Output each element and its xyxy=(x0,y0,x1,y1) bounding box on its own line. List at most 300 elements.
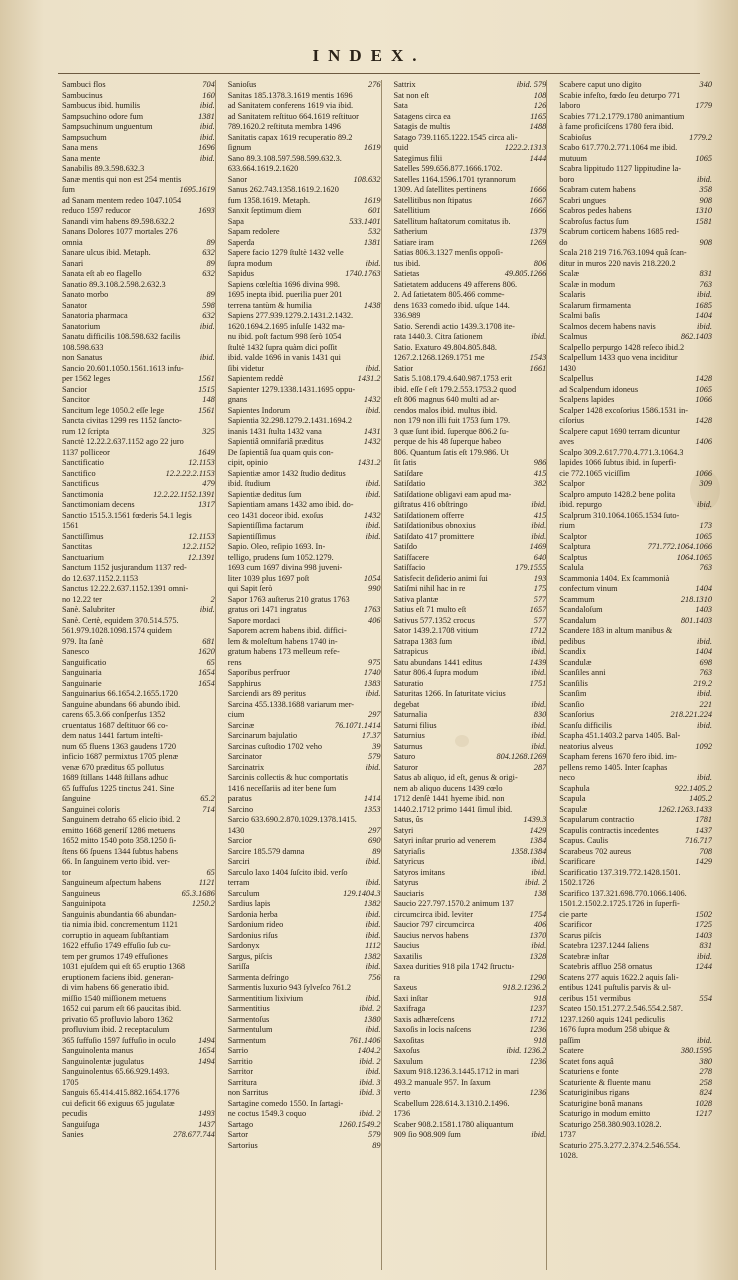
entry-term: cium xyxy=(227,710,245,719)
entry-term: Scateo 150.151.277.2.546.554.2.587. xyxy=(559,1004,684,1013)
entry-reference xyxy=(709,973,712,984)
entry-reference xyxy=(212,416,215,427)
index-entry xyxy=(394,374,547,385)
entry-reference: ibid. 2 xyxy=(359,1056,381,1066)
entry-reference: 1494 xyxy=(198,1035,215,1045)
entry-term: Sarculo laxo 1404 ſuſcito ibid. verſo xyxy=(227,867,348,877)
entry-term: Sarciri xyxy=(227,857,250,866)
index-column-2 xyxy=(228,80,382,1270)
entry-term: Sardonyx xyxy=(227,941,260,950)
entry-reference: 763 xyxy=(699,563,712,572)
entry-term: Scandulæ xyxy=(559,657,592,667)
entry-reference xyxy=(212,700,215,711)
index-entry xyxy=(394,710,547,721)
index-entry xyxy=(62,752,215,763)
entry-term: Sarritor xyxy=(227,1067,254,1076)
entry-reference xyxy=(212,752,215,763)
index-entry xyxy=(394,941,547,952)
entry-term: do 12.637.1152.2.1153 xyxy=(62,573,139,583)
index-entry xyxy=(394,500,547,511)
entry-reference xyxy=(709,112,712,123)
entry-reference: ibid. xyxy=(531,741,547,751)
entry-reference xyxy=(378,553,381,564)
entry-term: ſtens 66 ſpuens 1344 ſubtus habens xyxy=(62,846,178,856)
index-entry xyxy=(394,164,547,175)
entry-reference: 1619 xyxy=(363,195,381,205)
index-entry xyxy=(228,500,381,511)
entry-term: inficio 1687 permixtus 1705 plenæ xyxy=(62,752,179,761)
entry-term: Sarcinæ xyxy=(227,720,255,730)
entry-term: Satelles 1164.1596.1701 tyrannorum xyxy=(393,174,516,184)
entry-reference: 716.717 xyxy=(685,836,712,845)
entry-term: Satellitibus non ſtipatus xyxy=(393,195,472,205)
entry-term: 1695 inepta ibid. puerilia puer 201 xyxy=(227,290,343,299)
entry-reference: ibid. xyxy=(199,132,215,142)
entry-term: miſſio 1540 miſſionem metuens xyxy=(62,993,167,1003)
entry-reference xyxy=(709,1151,712,1162)
entry-reference xyxy=(543,1099,546,1110)
index-entry xyxy=(62,227,215,238)
index-entry xyxy=(394,196,547,207)
entry-term: Sarcior xyxy=(227,836,252,845)
entry-reference: ibid. xyxy=(365,1067,381,1076)
entry-term: Scabo 617.770.2.771.1064 me ibid. xyxy=(559,143,678,152)
index-entry xyxy=(394,269,547,280)
index-entry xyxy=(559,395,712,406)
entry-term: Scammum xyxy=(559,594,595,604)
index-entry xyxy=(62,668,215,679)
index-entry xyxy=(228,1015,381,1026)
index-entry xyxy=(559,1151,712,1162)
entry-term: Scatet fons aquâ xyxy=(559,1056,614,1066)
entry-term: Scalpens lapides xyxy=(559,395,615,404)
entry-term: Scaphula xyxy=(559,783,590,793)
entry-term: 1712 denſè 1441 hyeme ibid. non xyxy=(393,794,505,803)
entry-reference: ibid. xyxy=(697,174,712,184)
entry-term: paſſim xyxy=(559,1035,581,1045)
index-entry xyxy=(228,175,381,186)
entry-term: laboro xyxy=(559,101,581,110)
entry-term: Satisfecit deſiderio animi ſui xyxy=(393,573,488,583)
entry-term: tus ibid. xyxy=(393,258,421,268)
index-entry xyxy=(62,374,215,385)
entry-reference: ibid. 1236.2 xyxy=(506,1046,547,1055)
entry-term: Scatere xyxy=(559,1046,584,1055)
entry-term: Sardonia herba xyxy=(227,909,278,919)
entry-term: cruentatus 1687 deſtituor 66 co- xyxy=(62,720,168,730)
index-entry xyxy=(559,1025,712,1036)
entry-term: Saucio 227.797.1570.2 animum 137 xyxy=(393,899,514,908)
index-entry xyxy=(559,290,712,301)
index-entry xyxy=(228,658,381,669)
entry-term: Satyricus xyxy=(393,857,425,866)
index-entry xyxy=(228,836,381,847)
entry-reference xyxy=(212,773,215,784)
entry-reference: ibid. xyxy=(365,689,381,698)
entry-reference: 89 xyxy=(206,258,215,268)
index-entry xyxy=(228,259,381,270)
entry-reference: 49.805.1266 xyxy=(504,269,547,278)
entry-reference: 1065 xyxy=(695,153,712,163)
entry-term: 108.598.633 xyxy=(62,342,104,352)
index-entry xyxy=(394,1025,547,1036)
entry-term: Scala 218 219 716.763.1094 quâ ſcan- xyxy=(559,248,687,257)
entry-reference: 138 xyxy=(533,888,547,898)
index-entry xyxy=(62,815,215,826)
index-entry xyxy=(394,343,547,354)
entry-term: Satellitum haſtatorum comitatus ib. xyxy=(393,216,511,226)
entry-term: Satagens circa ea xyxy=(393,111,451,121)
entry-term: Sanus 262.743.1358.1619.2.1620 xyxy=(227,185,339,194)
entry-term: 1693 cum 1697 divina 998 juveni- xyxy=(227,563,343,572)
entry-reference: 708 xyxy=(699,846,712,856)
index-entry xyxy=(228,1099,381,1110)
index-entry xyxy=(559,511,712,522)
index-entry xyxy=(559,521,712,532)
entry-term: Sanè. Salubriter xyxy=(62,605,115,614)
entry-term: omnia xyxy=(62,237,83,247)
entry-term: Saporibus perfruor xyxy=(227,668,291,677)
index-entry xyxy=(559,973,712,984)
entry-term: Sanctum 1152 jusjurandum 1137 red- xyxy=(62,563,187,572)
index-entry xyxy=(559,784,712,795)
entry-reference xyxy=(543,1120,546,1131)
entry-term: paratus xyxy=(227,794,252,803)
entry-term: dem natus 1441 fartum inteſti- xyxy=(62,731,163,740)
entry-reference: 1054 xyxy=(363,573,381,583)
entry-reference: 1432 xyxy=(363,510,381,520)
index-entry xyxy=(228,962,381,973)
entry-term: 1622 effuſio 1749 effuſio ſub cu- xyxy=(62,941,171,950)
entry-term: Satagis de multis xyxy=(393,122,451,131)
entry-term: 65 ſuffuſus 1225 tinctus 241. Sine xyxy=(62,783,175,793)
index-entry xyxy=(394,920,547,931)
index-entry xyxy=(62,1130,215,1141)
entry-reference: 532 xyxy=(368,227,381,236)
index-entry xyxy=(559,437,712,448)
index-entry xyxy=(559,899,712,910)
entry-term: ra xyxy=(393,972,400,982)
index-entry xyxy=(62,584,215,595)
entry-reference xyxy=(709,1025,712,1036)
entry-term: non Sanatus xyxy=(62,353,103,362)
entry-term: Sambucinus xyxy=(62,90,103,100)
entry-reference: 406 xyxy=(533,920,547,929)
entry-term: cui deficit 66 exiguus 65 jugulatæ xyxy=(62,1098,175,1108)
entry-term: Scabrum corticem habens 1685 red- xyxy=(559,227,680,236)
entry-term: inanis 1431 ſtulta 1432 vana xyxy=(227,426,322,436)
entry-term: Sata xyxy=(393,101,408,110)
entry-reference xyxy=(212,941,215,952)
entry-term: Scabros pedes habens xyxy=(559,206,632,215)
entry-reference xyxy=(212,1025,215,1036)
entry-term: terrena tantùm & humilia xyxy=(227,300,312,310)
entry-term: Sancior xyxy=(62,384,88,394)
entry-term: ſanguine xyxy=(62,794,91,803)
entry-term: Sariſſa xyxy=(227,962,250,971)
index-entry xyxy=(62,595,215,606)
entry-reference: 258 xyxy=(699,1077,712,1087)
index-entry xyxy=(394,332,547,343)
entry-term: Scapulæ xyxy=(559,804,588,814)
entry-term: Sapphirus xyxy=(227,678,261,688)
entry-term: Scanſorius xyxy=(559,710,595,719)
entry-term: Sanare ulcus ibid. Metaph. xyxy=(62,248,151,257)
index-entry xyxy=(228,637,381,648)
entry-term: Sat non eſt xyxy=(393,90,429,100)
index-entry xyxy=(62,658,215,669)
index-entry xyxy=(228,311,381,322)
entry-reference: 918.2.1236.2 xyxy=(502,983,547,992)
index-entry xyxy=(228,458,381,469)
entry-reference xyxy=(543,437,546,448)
entry-reference: 1310 xyxy=(695,206,712,215)
index-entry xyxy=(559,931,712,942)
entry-term: non 179 non illi fuit 1753 ſum 179. xyxy=(393,416,511,425)
index-entry xyxy=(394,448,547,459)
index-entry xyxy=(559,815,712,826)
entry-reference xyxy=(378,133,381,144)
index-entry xyxy=(228,920,381,931)
entry-reference: ibid. xyxy=(697,773,712,782)
index-entry xyxy=(228,994,381,1005)
entry-reference xyxy=(212,721,215,732)
index-entry xyxy=(394,605,547,616)
entry-reference: 918 xyxy=(533,1035,547,1045)
index-entry xyxy=(62,259,215,270)
entry-term: Sartago xyxy=(227,1119,254,1129)
entry-term: degebat xyxy=(393,699,420,709)
entry-term: pecudis xyxy=(62,1109,88,1118)
entry-term: circumcirca ibid. leviter xyxy=(393,909,473,919)
entry-reference xyxy=(709,448,712,459)
entry-term: Scandere 183 in altum manibus & xyxy=(559,626,673,635)
entry-term: Saxis adhæreſcens xyxy=(393,1014,455,1024)
entry-reference xyxy=(709,143,712,154)
entry-term: Sanesco xyxy=(62,647,90,656)
entry-term: Scatebris affluo 258 ornatus xyxy=(559,962,653,971)
entry-reference: ibid. xyxy=(531,867,547,877)
entry-term: Satus ab aliquo, id eſt, genus & origi- xyxy=(393,773,518,782)
entry-term: 1652 cui parum eſt 66 paucitas ibid. xyxy=(62,1004,182,1013)
entry-reference: 179.1555 xyxy=(515,563,547,572)
index-entry xyxy=(228,80,381,91)
entry-term: Sambucus ibid. humilis xyxy=(62,101,141,110)
entry-reference: 1404 xyxy=(695,584,712,593)
entry-term: Saxulum xyxy=(393,1056,424,1066)
index-entry xyxy=(394,952,547,963)
entry-term: gratum habens 173 melleum refe- xyxy=(227,647,340,656)
entry-reference xyxy=(212,1099,215,1110)
entry-term: Sativus 577.1352 crocus xyxy=(393,615,475,625)
entry-term: rata 1440.3. Citra ſationem xyxy=(393,332,483,341)
entry-reference: ibid. xyxy=(365,405,381,415)
entry-term: Sano 89.3.108.597.598.599.632.3. xyxy=(227,153,342,163)
entry-reference xyxy=(543,290,546,301)
entry-reference: ibid. xyxy=(531,857,547,866)
entry-term: rium xyxy=(559,521,575,530)
entry-reference xyxy=(543,490,546,501)
index-entry xyxy=(62,427,215,438)
index-entry xyxy=(559,458,712,469)
entry-term: Scalula xyxy=(559,563,584,572)
index-entry xyxy=(228,395,381,406)
index-entry xyxy=(62,836,215,847)
entry-term: Satago 739.1165.1222.1545 circa ali- xyxy=(393,132,518,142)
entry-reference xyxy=(378,154,381,165)
index-entry xyxy=(228,385,381,396)
index-entry xyxy=(228,490,381,501)
entry-term: Saperda xyxy=(227,237,255,247)
entry-reference: 1696 xyxy=(198,143,215,152)
entry-term: eruptionem faciens ibid. generan- xyxy=(62,972,174,982)
entry-term: Sampsuchino odore fum xyxy=(62,111,144,121)
index-entry xyxy=(228,931,381,942)
entry-term: confectum vinum xyxy=(559,584,618,593)
entry-term: corruptio in aqueam ſubſtantiam xyxy=(62,930,169,940)
index-entry xyxy=(559,196,712,207)
entry-term: Satiſdare xyxy=(393,468,423,478)
entry-term: Satiſfacere xyxy=(393,552,429,562)
entry-reference xyxy=(378,322,381,333)
entry-reference: 276 xyxy=(368,80,381,89)
entry-reference: 1290 xyxy=(529,972,547,982)
entry-reference: 862.1403 xyxy=(680,332,712,341)
entry-reference xyxy=(212,563,215,574)
index-entry xyxy=(559,847,712,858)
entry-term: Satu abundans 1441 editus xyxy=(393,657,483,667)
index-entry xyxy=(559,626,712,637)
index-entry xyxy=(559,647,712,658)
index-entry xyxy=(62,332,215,343)
entry-reference xyxy=(212,983,215,994)
entry-reference: 632 xyxy=(202,269,215,278)
entry-term: terram xyxy=(227,878,250,887)
entry-term: Saxoſitas xyxy=(393,1035,424,1045)
entry-term: Scatebræ inſtar xyxy=(559,951,610,961)
entry-reference xyxy=(212,1067,215,1078)
entry-term: cie parte xyxy=(559,909,588,919)
index-entry xyxy=(559,143,712,154)
index-entry xyxy=(394,1004,547,1015)
index-entry xyxy=(559,1088,712,1099)
index-entry xyxy=(559,532,712,543)
index-entry xyxy=(228,1036,381,1047)
entry-term: Sanguinem detraho 65 elicio ibid. 2 xyxy=(62,815,181,824)
index-entry xyxy=(62,700,215,711)
index-entry xyxy=(228,563,381,574)
entry-reference: 1428 xyxy=(695,374,712,383)
entry-reference: 1317 xyxy=(198,500,215,509)
index-entry xyxy=(62,301,215,312)
index-entry xyxy=(228,983,381,994)
entry-reference: ibid. xyxy=(531,668,547,677)
entry-reference xyxy=(212,962,215,973)
index-entry xyxy=(559,1130,712,1141)
entry-reference: 1543 xyxy=(529,353,547,362)
index-entry xyxy=(62,532,215,543)
entry-term: Sarcinator xyxy=(227,752,262,761)
entry-term: Saucior 797 circumcirca xyxy=(393,920,475,929)
entry-reference: 771.772.1064.1066 xyxy=(647,542,712,551)
entry-reference: ibid. xyxy=(365,930,381,940)
entry-term: neatorius alveus xyxy=(559,741,613,751)
index-entry xyxy=(394,899,547,910)
index-entry xyxy=(559,1078,712,1089)
index-entry xyxy=(394,406,547,417)
entry-term: Sapam redolere xyxy=(227,227,280,236)
entry-reference: ibid. xyxy=(365,363,381,373)
entry-reference: 804.1268.1269 xyxy=(496,752,547,761)
entry-term: Scarabeus 702 aureus xyxy=(559,846,632,856)
entry-term: Satio. Serendi actio 1439.3.1708 ite- xyxy=(393,321,515,331)
entry-term: ſit ſatis xyxy=(393,458,417,467)
index-entry xyxy=(62,868,215,879)
index-entry xyxy=(394,994,547,1005)
entry-reference xyxy=(378,332,381,343)
entry-reference xyxy=(709,406,712,417)
entry-reference: 690 xyxy=(368,836,381,845)
entry-reference: 1469 xyxy=(529,542,547,551)
index-entry xyxy=(62,353,215,364)
entry-term: Sanor xyxy=(227,174,248,184)
index-entry xyxy=(394,647,547,658)
entry-reference xyxy=(212,584,215,595)
entry-reference: 1561 xyxy=(198,405,215,415)
entry-reference: 1358.1384 xyxy=(510,846,547,856)
entry-reference: 579 xyxy=(368,752,381,761)
entry-term: 365 ſuffuſio 1597 ſuffuſio in oculo xyxy=(62,1035,176,1045)
entry-term: ceo 1431 doceor ibid. exoſus xyxy=(227,510,324,520)
index-entry xyxy=(559,1141,712,1152)
entry-reference: 806 xyxy=(533,258,547,268)
entry-reference: ibid. xyxy=(697,636,712,646)
index-entry xyxy=(62,1057,215,1068)
header-rule xyxy=(58,73,700,74)
index-entry xyxy=(559,584,712,595)
entry-reference: ibid. xyxy=(531,731,547,740)
index-entry xyxy=(394,700,547,711)
index-entry xyxy=(394,721,547,732)
index-entry xyxy=(394,679,547,690)
entry-reference: 65 xyxy=(206,657,215,667)
index-entry xyxy=(394,217,547,228)
index-entry xyxy=(62,406,215,417)
entry-term: Sanctiſſimus xyxy=(62,531,104,541)
entry-reference: 1493 xyxy=(198,1109,215,1118)
entry-reference: ibid. xyxy=(531,647,547,656)
entry-reference: 1781 xyxy=(695,815,712,824)
index-entry xyxy=(228,437,381,448)
entry-term: Satiſdatio xyxy=(393,479,426,488)
entry-reference: 1649 xyxy=(198,447,215,457)
index-entry xyxy=(228,1120,381,1131)
entry-reference xyxy=(378,185,381,196)
entry-reference: 1403 xyxy=(695,930,712,940)
index-entry xyxy=(559,311,712,322)
entry-reference xyxy=(543,343,546,354)
entry-reference xyxy=(378,784,381,795)
index-entry xyxy=(62,343,215,354)
entry-term: Saturnalia xyxy=(393,710,428,719)
entry-reference xyxy=(378,626,381,637)
entry-reference xyxy=(543,1067,546,1078)
entry-reference: 65 xyxy=(206,867,215,877)
entry-term: 633.664.1619.2.1620 xyxy=(227,164,299,173)
entry-term: Sanguineus xyxy=(62,888,101,898)
index-entry xyxy=(62,458,215,469)
entry-term: ſupra modum xyxy=(227,258,273,268)
